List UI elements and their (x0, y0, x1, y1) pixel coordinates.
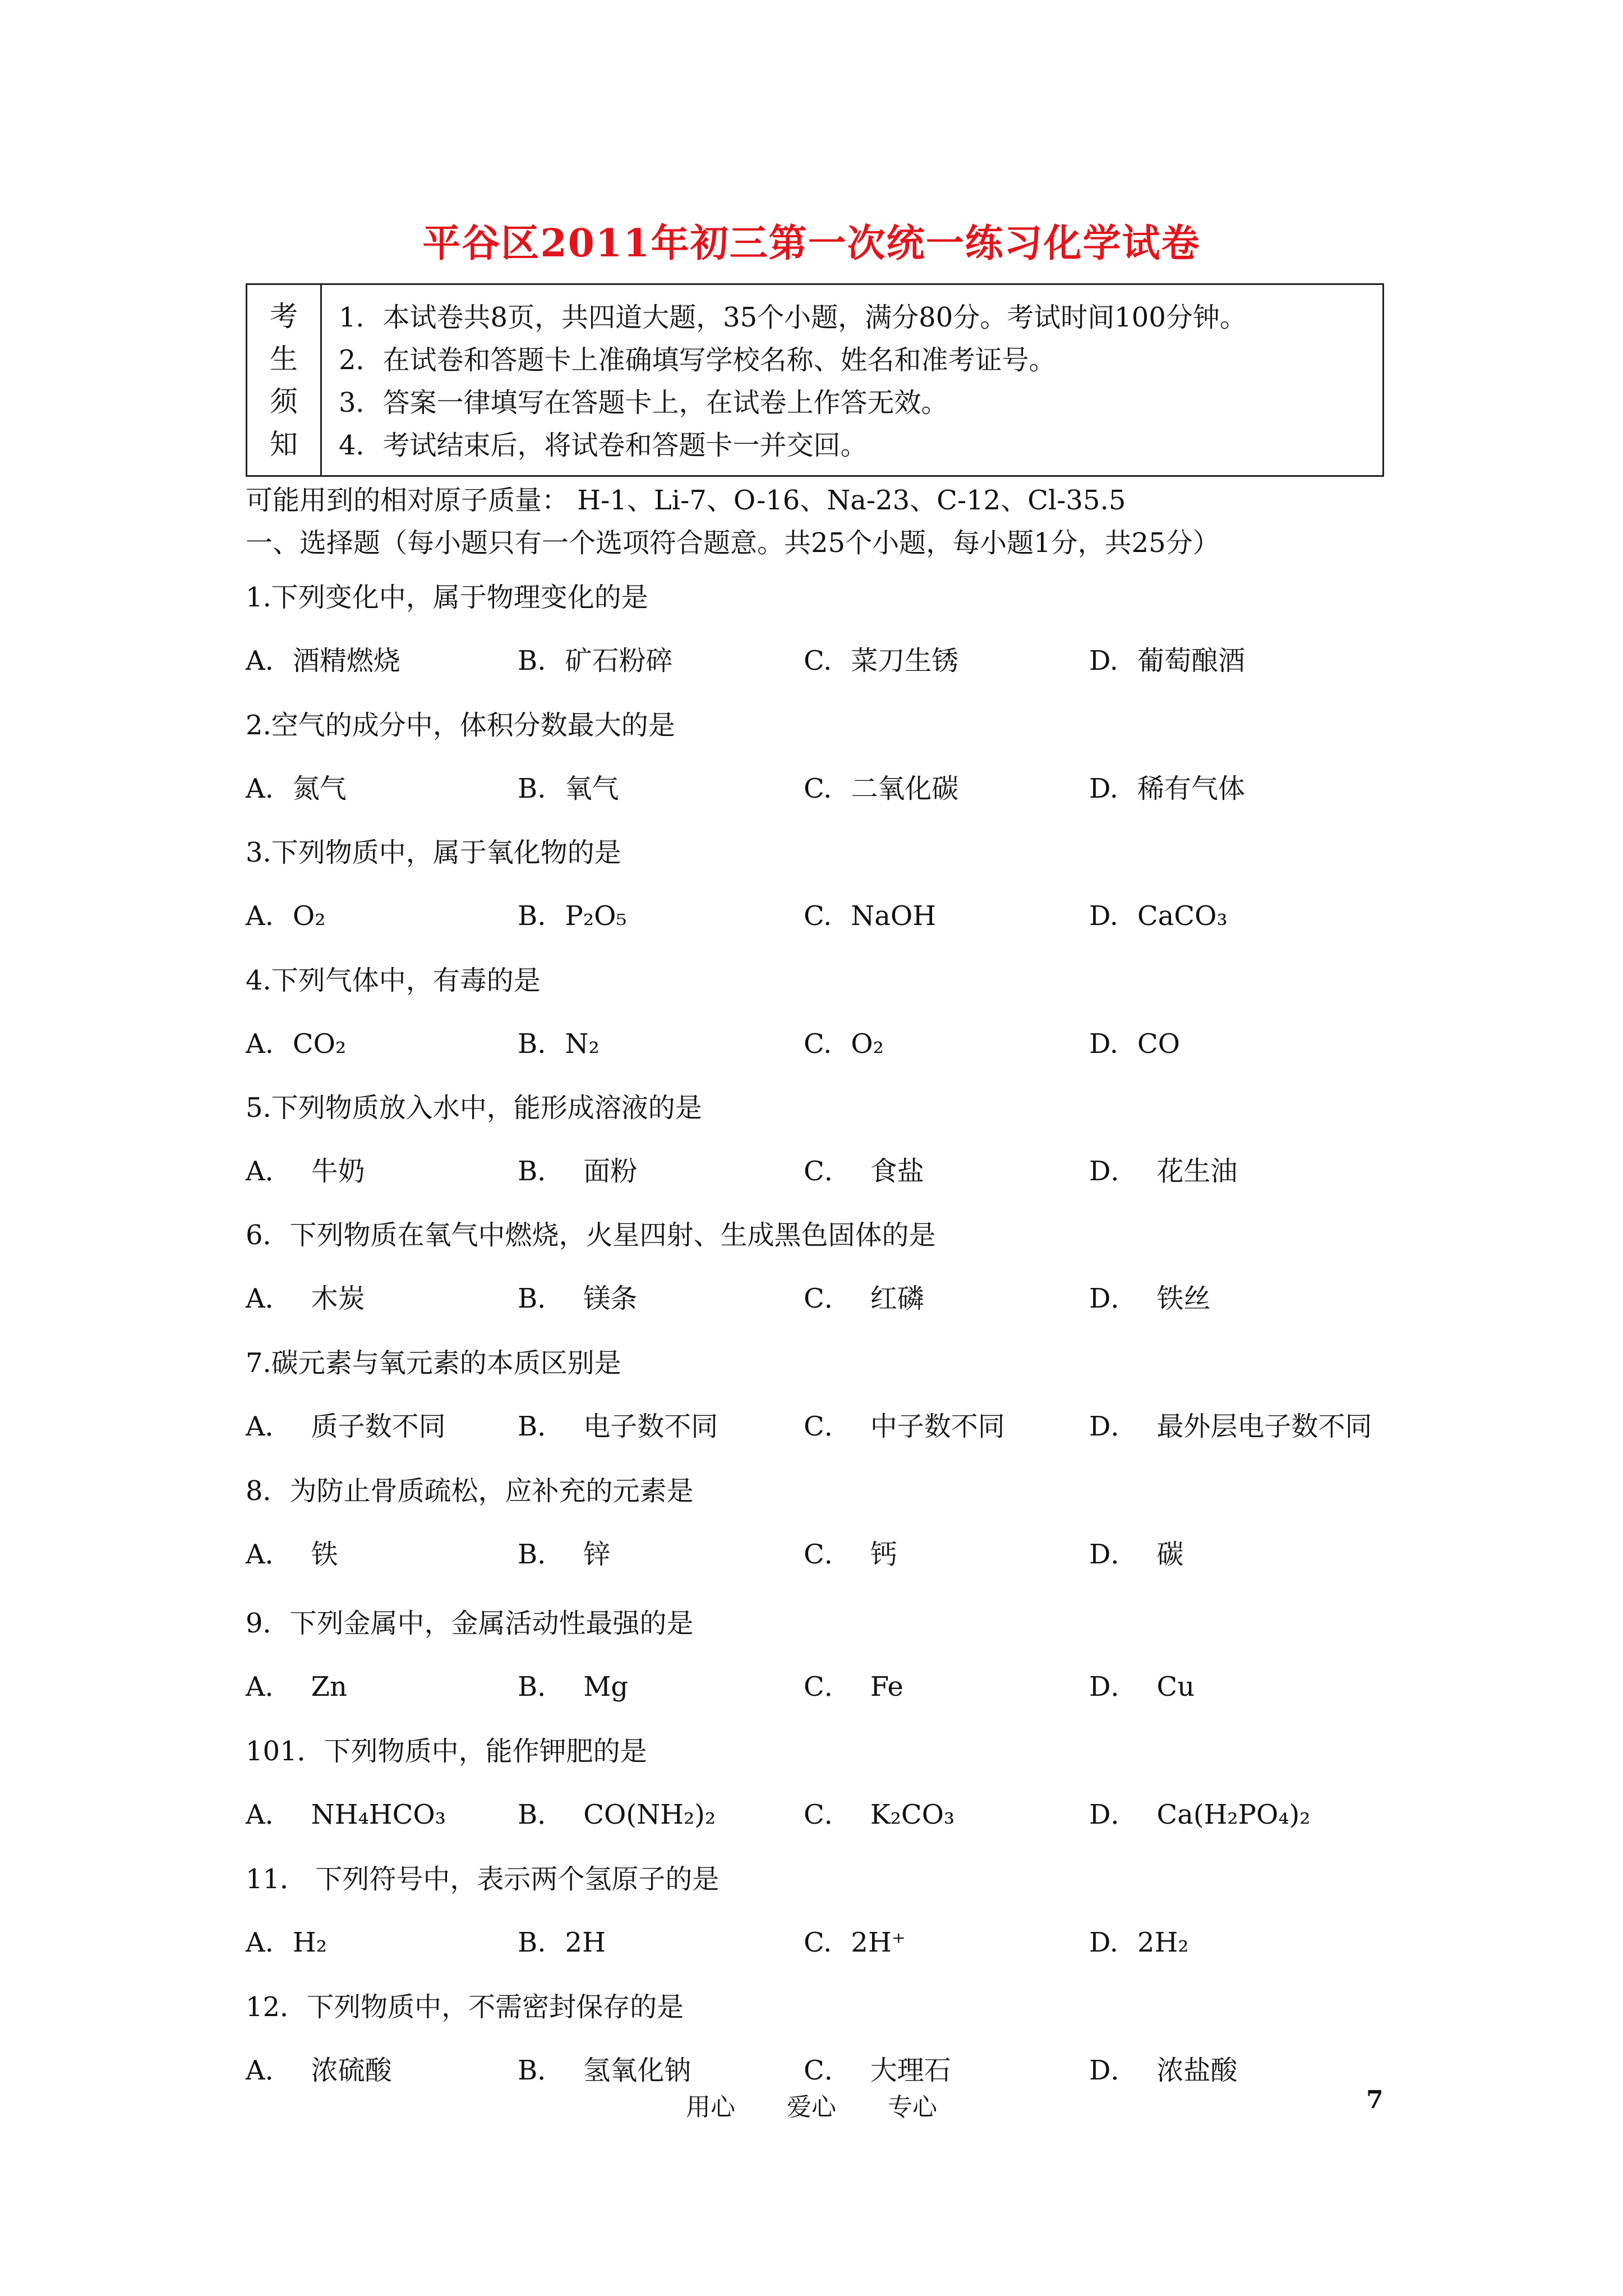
option-text: 花生油 (1156, 1156, 1238, 1187)
answer-option (518, 1538, 610, 1571)
answer-option (1089, 2054, 1238, 2087)
answer-option (804, 1027, 884, 1061)
notice-items (322, 285, 1382, 475)
notice-label-char: 知 (270, 427, 298, 461)
answer-option (1089, 644, 1245, 678)
answer-option (518, 2054, 691, 2087)
option-letter: B． (518, 2055, 565, 2086)
option-text: 最外层电子数不同 (1156, 1411, 1372, 1442)
option-letter: D. (1089, 900, 1119, 932)
answer-option (804, 1410, 1005, 1443)
answer-option (518, 1798, 716, 1832)
answer-option (804, 772, 958, 806)
option-letter: C. (804, 645, 832, 677)
option-text: 矿石粉碎 (565, 645, 673, 677)
question-stem: 11． 下列符号中，表示两个氢原子的是 (246, 1864, 720, 1895)
option-text: 铁丝 (1156, 1283, 1211, 1314)
option-letter: D． (1089, 1799, 1138, 1830)
answer-option (518, 899, 627, 933)
option-text: 浓盐酸 (1156, 2055, 1238, 2086)
atomic-masses: 可能用到的相对原子质量： H-1、Li-7、O-16、Na-23、C-12、Cl-35.5 (246, 485, 1126, 516)
option-letter: C. (804, 773, 832, 804)
footer-word: 专心 (888, 2093, 937, 2122)
option-letter: C． (804, 1539, 851, 1570)
question-stem: 12．下列物质中，不需密封保存的是 (246, 1991, 684, 2023)
option-text: 稀有气体 (1137, 773, 1246, 804)
option-letter: D. (1089, 773, 1119, 804)
option-letter: A． (246, 1156, 292, 1187)
exam-title: 平谷区2011年初三第一次统一练习化学试卷 (422, 221, 1201, 266)
candidate-notice-box (246, 283, 1384, 477)
option-letter: C． (804, 1671, 851, 1703)
option-text: 氢氧化钠 (583, 2055, 691, 2086)
page-number: 7 (1366, 2086, 1384, 2114)
option-text: 镁条 (583, 1283, 638, 1314)
option-letter: A. (246, 645, 274, 677)
option-letter: B． (518, 1539, 565, 1570)
notice-item: 1．本试卷共8页，共四道大题，35个小题，满分80分。考试时间100分钟。 (339, 302, 1247, 333)
section-heading: 一、选择题（每小题只有一个选项符合题意。共25个小题，每小题1分，共25分） (246, 527, 1220, 559)
option-letter: C. (804, 1028, 832, 1060)
option-text: 牛奶 (311, 1156, 365, 1187)
option-letter: B. (518, 645, 546, 677)
option-text: 氮气 (292, 773, 347, 804)
question-stem: 4.下列气体中，有毒的是 (246, 965, 541, 996)
answer-option (804, 644, 958, 678)
option-text: 质子数不同 (311, 1411, 446, 1442)
option-letter: B． (518, 1411, 565, 1442)
option-letter: A． (246, 1283, 292, 1314)
option-letter: B． (518, 1283, 565, 1314)
answer-option (246, 1154, 365, 1188)
option-letter: D． (1089, 1671, 1138, 1703)
answer-option (1089, 772, 1245, 806)
option-letter: B． (518, 1156, 565, 1187)
option-text: CO (1137, 1028, 1181, 1060)
option-text: CO₂ (292, 1028, 347, 1060)
notice-label-char: 考 (270, 300, 298, 333)
option-text: 浓硫酸 (311, 2055, 392, 2086)
answer-option (246, 1410, 446, 1443)
option-text: 电子数不同 (583, 1411, 718, 1442)
answer-option (804, 1282, 924, 1315)
option-letter: B． (518, 1799, 565, 1830)
answer-option (518, 644, 673, 678)
answer-option (804, 1154, 924, 1188)
option-text: 钙 (870, 1539, 897, 1570)
question-stem: 3.下列物质中，属于氧化物的是 (246, 837, 621, 868)
answer-option (804, 1670, 903, 1704)
option-letter: D． (1089, 1283, 1138, 1314)
option-letter: C． (804, 1156, 851, 1187)
notice-label-char: 生 (270, 342, 298, 375)
option-text: 酒精燃烧 (292, 645, 400, 677)
notice-item: 4．考试结束后，将试卷和答题卡一并交回。 (339, 430, 868, 461)
question-stem: 1.下列变化中，属于物理变化的是 (246, 582, 648, 613)
answer-option (804, 1798, 955, 1832)
option-text: 食盐 (870, 1156, 924, 1187)
answer-option (518, 772, 619, 806)
option-letter: D. (1089, 1927, 1119, 1958)
notice-label-char: 须 (270, 385, 298, 418)
answer-option (246, 1538, 338, 1571)
question-stem: 6．下列物质在氧气中燃烧，火星四射、生成黑色固体的是 (246, 1220, 936, 1251)
notice-item: 3．答案一律填写在答题卡上，在试卷上作答无效。 (339, 387, 948, 418)
answer-option (804, 2054, 951, 2087)
option-letter: A． (246, 1799, 292, 1830)
option-text: 2H⁺ (851, 1927, 906, 1958)
option-letter: B. (518, 773, 546, 804)
option-letter: C. (804, 1927, 832, 1958)
option-text: 碳 (1156, 1539, 1184, 1570)
option-letter: A. (246, 1927, 274, 1958)
option-letter: D． (1089, 2055, 1138, 2086)
option-text: K₂CO₃ (870, 1799, 955, 1830)
option-letter: B． (518, 1671, 565, 1703)
option-letter: D. (1089, 645, 1119, 677)
question-stem: 9．下列金属中，金属活动性最强的是 (246, 1608, 694, 1639)
option-letter: C． (804, 1799, 851, 1830)
answer-option (1089, 1670, 1195, 1704)
answer-option (246, 1926, 327, 1959)
answer-option (246, 1670, 347, 1704)
answer-option (246, 2054, 392, 2087)
answer-option (518, 1410, 718, 1443)
option-text: CO(NH₂)₂ (583, 1799, 716, 1830)
option-text: 中子数不同 (870, 1411, 1005, 1442)
option-text: 葡萄酿酒 (1137, 645, 1246, 677)
option-letter: D． (1089, 1411, 1138, 1442)
option-text: 氧气 (565, 773, 619, 804)
answer-option (246, 1282, 365, 1315)
option-text: Mg (583, 1671, 629, 1703)
option-letter: C． (804, 2055, 851, 2086)
option-text: NH₄HCO₃ (311, 1799, 446, 1830)
answer-option (1089, 1027, 1180, 1061)
answer-option (246, 899, 326, 933)
option-text: 二氧化碳 (851, 773, 959, 804)
option-text: 菜刀生锈 (851, 645, 959, 677)
option-letter: C． (804, 1411, 851, 1442)
option-text: NaOH (851, 900, 937, 932)
answer-option (1089, 1538, 1184, 1571)
option-text: 红磷 (870, 1283, 924, 1314)
answer-option (1089, 1154, 1238, 1188)
option-text: H₂ (292, 1927, 328, 1958)
option-letter: B. (518, 1028, 546, 1060)
option-letter: D． (1089, 1156, 1138, 1187)
answer-option (246, 772, 347, 806)
option-text: 2H (565, 1927, 606, 1958)
answer-option (804, 1538, 897, 1571)
answer-option (246, 1027, 346, 1061)
option-text: Zn (311, 1671, 347, 1703)
option-letter: A． (246, 2055, 292, 2086)
option-letter: A. (246, 773, 274, 804)
answer-option (804, 899, 936, 933)
option-letter: A． (246, 1411, 292, 1442)
question-stem: 5.下列物质放入水中，能形成溶液的是 (246, 1092, 702, 1124)
answer-option (1089, 1410, 1372, 1443)
answer-option (1089, 1798, 1311, 1832)
option-letter: A． (246, 1539, 292, 1570)
option-letter: A. (246, 900, 274, 932)
option-text: Cu (1156, 1671, 1195, 1703)
notice-item: 2．在试卷和答题卡上准确填写学校名称、姓名和准考证号。 (339, 344, 1056, 376)
option-letter: C． (804, 1283, 851, 1314)
option-text: Fe (870, 1671, 903, 1703)
answer-option (518, 1926, 606, 1959)
answer-option (1089, 1282, 1211, 1315)
option-text: 大理石 (870, 2055, 951, 2086)
option-text: 木炭 (311, 1283, 365, 1314)
option-letter: D. (1089, 1028, 1119, 1060)
answer-option (246, 644, 400, 678)
option-text: CaCO₃ (1137, 900, 1228, 932)
answer-option (518, 1154, 637, 1188)
question-stem: 2.空气的成分中，体积分数最大的是 (246, 710, 675, 741)
option-text: O₂ (292, 900, 326, 932)
option-text: P₂O₅ (565, 900, 627, 932)
notice-label (247, 285, 322, 475)
answer-option (1089, 1926, 1189, 1959)
answer-option (246, 1798, 446, 1832)
option-letter: A． (246, 1671, 292, 1703)
option-text: 锌 (583, 1539, 611, 1570)
option-text: 2H₂ (1137, 1927, 1189, 1958)
option-text: N₂ (565, 1028, 600, 1060)
footer-word: 爱心 (787, 2093, 836, 2122)
answer-option (1089, 899, 1228, 933)
answer-option (518, 1027, 600, 1061)
footer-word: 用心 (686, 2093, 735, 2122)
option-letter: D． (1089, 1539, 1138, 1570)
question-stem: 8．为防止骨质疏松，应补充的元素是 (246, 1475, 694, 1507)
answer-option (804, 1926, 906, 1959)
answer-option (518, 1670, 628, 1704)
option-letter: B. (518, 1927, 546, 1958)
option-letter: C. (804, 900, 832, 932)
option-text: O₂ (851, 1028, 884, 1060)
option-letter: A. (246, 1028, 274, 1060)
answer-option (518, 1282, 637, 1315)
option-text: 铁 (311, 1539, 338, 1570)
question-stem: 7.碳元素与氧元素的本质区别是 (246, 1347, 621, 1379)
option-text: 面粉 (583, 1156, 638, 1187)
question-stem: 101．下列物质中，能作钾肥的是 (246, 1736, 647, 1767)
option-letter: B. (518, 900, 546, 932)
option-text: Ca(H₂PO₄)₂ (1156, 1799, 1311, 1830)
